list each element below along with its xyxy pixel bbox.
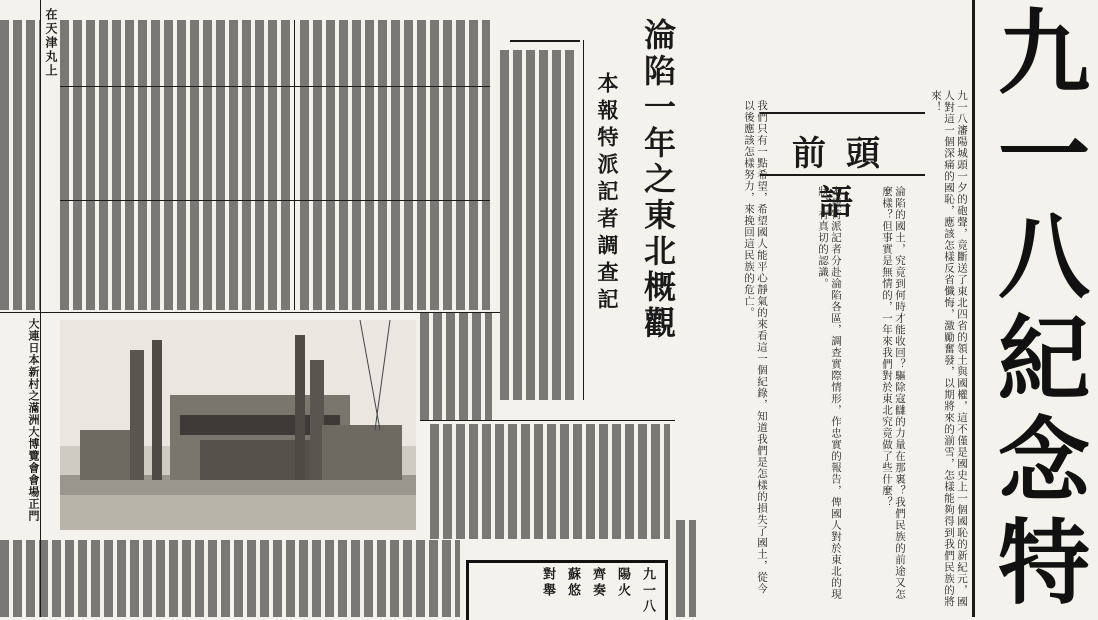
feature-divider xyxy=(583,40,584,400)
feature-subtitle: 本報特派記者調查記 xyxy=(595,72,620,315)
body-text-block xyxy=(420,312,492,420)
expo-gate-photo xyxy=(60,320,416,530)
body-text-block xyxy=(676,520,696,617)
preface-title-rule-top xyxy=(760,112,925,114)
boxed-line: 對舉 xyxy=(540,567,555,599)
body-text-block xyxy=(300,20,490,310)
preface-paragraph: 九一八瀋陽城頭一夕的砲聲，竟斷送了東北四省的領土與國權，這不僅是國史上一個國恥的新紀元，國人對這一個深痛的國恥，應該怎樣反省懺悔，激勵奮發，以期將來的湔雪，怎樣能夠得到我們民族的將來！ xyxy=(930,90,968,608)
column-rule xyxy=(40,0,41,617)
body-text-block xyxy=(430,424,670,539)
preface-paragraph: 淪陷的國土，究竟到何時才能收回？驅除寇讎的力量在那裏？我們民族的前途又怎麼樣？但事實是無情的，一年來我們對於東北究竟做了些什麼？ xyxy=(881,186,906,600)
body-text-block xyxy=(500,50,578,400)
column-rule xyxy=(294,20,295,310)
top-rule xyxy=(510,40,580,42)
headline-divider xyxy=(972,0,975,617)
feature-title: 淪陷一年之東北概觀 xyxy=(639,18,677,342)
section-rule xyxy=(60,200,490,201)
section-rule xyxy=(0,312,500,313)
body-text-block xyxy=(60,20,292,310)
body-text-block xyxy=(0,540,460,617)
preface-title: 前頭語 xyxy=(792,134,900,223)
photo-svg xyxy=(60,320,416,530)
section-label: 在天津丸上 xyxy=(44,8,60,128)
boxed-line: 陽火 xyxy=(615,567,630,599)
body-text-block xyxy=(0,20,40,310)
boxed-line: 九一八 xyxy=(640,567,655,615)
main-headline: 九一八紀念特 xyxy=(983,4,1091,616)
section-rule xyxy=(60,86,490,87)
photo-caption: 大連日本新村之滿洲大博覽會會場正門 xyxy=(10,318,40,538)
preface-paragraph: 本報特派記者分赴淪陷各區，調查實際情形，作忠實的報告，俾國人對於東北的現狀，有真切的認識。 xyxy=(817,186,842,600)
section-rule xyxy=(420,420,675,421)
preface-title-rule-bottom xyxy=(760,174,925,176)
boxed-line: 齊奏 xyxy=(590,567,605,599)
boxed-line: 蘇悠 xyxy=(565,567,580,599)
boxed-article xyxy=(466,560,668,620)
preface-paragraph: 我們只有一點希望，希望國人能平心靜氣的來看這一個紀錄，知道我們是怎樣的損失了國土，從今以後應該怎樣努力，來挽回這民族的危亡。 xyxy=(743,100,768,595)
